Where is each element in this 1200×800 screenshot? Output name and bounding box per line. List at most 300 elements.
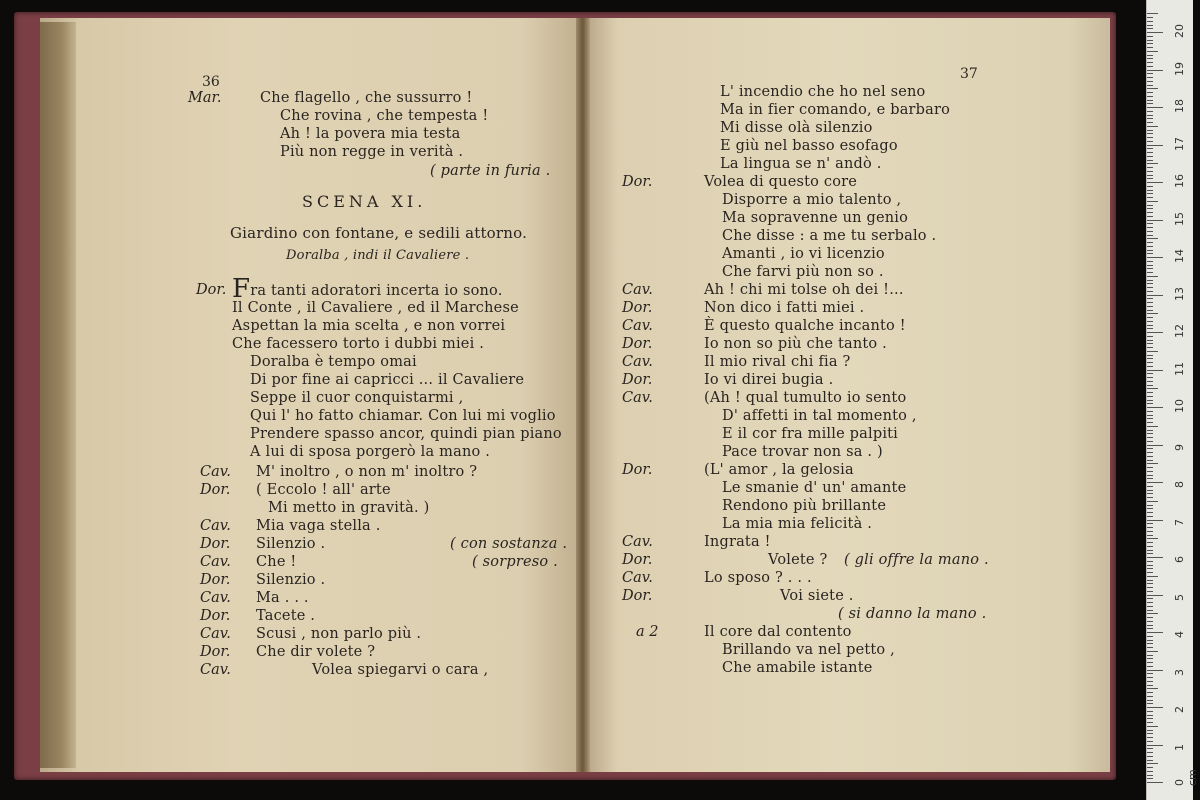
ruler-tick <box>1147 107 1163 108</box>
ruler-tick <box>1147 208 1153 209</box>
dialogue-line: Ma in fier comando, e barbaro <box>720 102 951 118</box>
ruler-tick <box>1147 756 1153 757</box>
speaker-label: a 2 <box>636 624 659 640</box>
ruler-tick <box>1147 21 1153 22</box>
ruler-tick <box>1147 171 1153 172</box>
ruler-tick <box>1147 700 1153 701</box>
book-spine <box>576 18 590 772</box>
ruler-label: 8 <box>1173 481 1186 488</box>
ruler-tick <box>1147 51 1158 52</box>
ruler-tick <box>1147 501 1158 502</box>
speaker-label: Dor. <box>200 572 231 588</box>
ruler-tick <box>1147 685 1153 686</box>
ruler-tick <box>1147 415 1153 416</box>
ruler-tick <box>1147 156 1153 157</box>
ruler-label: 1 <box>1173 743 1186 751</box>
ruler-tick <box>1147 617 1153 618</box>
dialogue-line: Il core dal contento <box>704 624 852 640</box>
ruler-tick <box>1147 167 1153 168</box>
ruler-tick <box>1147 400 1153 401</box>
ruler-tick <box>1147 152 1153 153</box>
ruler-tick <box>1147 381 1153 382</box>
verse-line: Doralba è tempo omai <box>250 354 417 370</box>
ruler-tick <box>1147 130 1153 131</box>
ruler-tick <box>1147 280 1153 281</box>
ruler-label: 17 <box>1173 136 1186 151</box>
dialogue-line: Che amabile istante <box>722 660 873 676</box>
ruler-tick <box>1147 703 1153 704</box>
ruler-tick <box>1147 373 1153 374</box>
ruler-tick <box>1147 201 1158 202</box>
dialogue-line: Io vi direi bugia . <box>704 372 834 388</box>
dialogue-line: Brillando va nel petto , <box>722 642 895 658</box>
ruler-tick <box>1147 621 1153 622</box>
ruler-tick <box>1147 122 1153 123</box>
dialogue-line: Ah ! chi mi tolse oh dei !... <box>704 282 904 298</box>
ruler-tick <box>1147 606 1153 607</box>
ruler-label: 5 <box>1173 593 1186 601</box>
ruler-tick <box>1147 100 1153 101</box>
ruler-tick <box>1147 478 1153 479</box>
ruler-tick <box>1147 576 1158 577</box>
ruler-tick <box>1147 377 1153 378</box>
ruler-tick <box>1147 550 1153 551</box>
dialogue-line: Volete ? <box>768 552 828 568</box>
dialogue-line: Ma . . . <box>256 590 309 606</box>
ruler-tick <box>1147 272 1153 273</box>
dialogue-line: M' inoltro , o non m' inoltro ? <box>256 464 478 480</box>
ruler-tick <box>1147 568 1153 569</box>
ruler-tick <box>1147 182 1163 183</box>
ruler-tick <box>1147 508 1153 509</box>
ruler-label: 3 <box>1173 668 1186 676</box>
ruler-tick <box>1147 336 1153 337</box>
ruler-tick <box>1147 745 1163 746</box>
ruler-tick <box>1147 385 1153 386</box>
ruler-tick <box>1147 670 1163 671</box>
ruler-tick <box>1147 403 1153 404</box>
speaker-label: Dor. <box>622 588 653 604</box>
ruler-tick <box>1147 647 1153 648</box>
speaker-label: Dor. <box>622 300 653 316</box>
ruler-tick <box>1147 497 1153 498</box>
dialogue-line: Che disse : a me tu serbalo . <box>722 228 937 244</box>
ruler-tick <box>1147 520 1163 521</box>
left-page <box>40 18 582 772</box>
ruler-tick <box>1147 295 1163 296</box>
speaker-label: Cav. <box>200 464 231 480</box>
dialogue-line: D' affetti in tal momento , <box>722 408 917 424</box>
ruler-tick <box>1147 598 1153 599</box>
page-number-left: 36 <box>202 74 220 90</box>
ruler-tick <box>1147 392 1153 393</box>
dialogue-line: Amanti , io vi licenzio <box>722 246 885 262</box>
ruler-label: 6 <box>1173 556 1186 563</box>
ruler-tick <box>1147 538 1158 539</box>
speaker-mar: Mar. <box>188 90 222 106</box>
page-number-right: 37 <box>960 66 978 82</box>
ruler-tick <box>1147 220 1163 221</box>
ruler-tick <box>1147 516 1153 517</box>
ruler-tick <box>1147 752 1153 753</box>
ruler-tick <box>1147 426 1158 427</box>
verse-line: Che rovina , che tempesta ! <box>280 108 489 124</box>
ruler-tick <box>1147 482 1163 483</box>
ruler-tick <box>1147 741 1153 742</box>
ruler-tick <box>1147 655 1153 656</box>
ruler-tick <box>1147 658 1153 659</box>
stage-direction: ( gli offre la mano . <box>844 552 989 568</box>
ruler-tick <box>1147 688 1158 689</box>
ruler-tick <box>1147 456 1153 457</box>
speaker-label: Cav. <box>200 662 231 678</box>
ruler-tick <box>1147 407 1163 408</box>
ruler-label: 18 <box>1173 99 1186 113</box>
ruler-tick <box>1147 317 1153 318</box>
dialogue-line: E giù nel basso esofago <box>720 138 898 154</box>
ruler-label: 20 <box>1173 24 1186 38</box>
ruler-tick <box>1147 775 1153 776</box>
ruler-tick <box>1147 460 1153 461</box>
ruler-tick <box>1147 583 1153 584</box>
speaker-label: Cav. <box>200 518 231 534</box>
speaker-label: Cav. <box>200 626 231 642</box>
ruler-tick <box>1147 542 1153 543</box>
ruler-tick <box>1147 205 1153 206</box>
ruler-label: 2 <box>1173 706 1186 713</box>
dialogue-line: Mi metto in gravità. ) <box>268 500 430 516</box>
dialogue-line: ( Eccolo ! all' arte <box>256 482 391 498</box>
ruler-tick <box>1147 595 1163 596</box>
ruler-label: 9 <box>1173 443 1186 451</box>
ruler-tick <box>1147 40 1153 41</box>
ruler-tick <box>1147 115 1153 116</box>
stage-direction: ( sorpreso . <box>472 554 558 570</box>
ruler-tick <box>1147 666 1153 667</box>
dialogue-line: E il cor fra mille palpiti <box>722 426 899 442</box>
ruler-tick <box>1147 433 1153 434</box>
ruler-label: 10 <box>1173 399 1186 413</box>
ruler-tick <box>1147 471 1153 472</box>
ruler-tick <box>1147 47 1153 48</box>
ruler-label: 11 <box>1173 361 1186 376</box>
stage-direction: ( parte in furia . <box>430 163 551 179</box>
ruler-tick <box>1147 55 1153 56</box>
ruler-tick <box>1147 463 1158 464</box>
ruler-tick <box>1147 527 1153 528</box>
ruler-tick <box>1147 291 1153 292</box>
dialogue-line: Rendono più brillante <box>722 498 887 514</box>
ruler-tick <box>1147 133 1153 134</box>
ruler-tick <box>1147 452 1153 453</box>
ruler-tick <box>1147 778 1153 779</box>
dialogue-line: Che ! <box>256 554 297 570</box>
measuring-ruler <box>1146 0 1199 800</box>
verse-line: Che flagello , che sussurro ! <box>260 90 473 106</box>
ruler-tick <box>1147 580 1153 581</box>
dialogue-line: Volea spiegarvi o cara , <box>312 662 489 678</box>
ruler-tick <box>1147 411 1153 412</box>
speaker-label: Cav. <box>200 590 231 606</box>
ruler-tick <box>1147 553 1153 554</box>
ruler-tick <box>1147 430 1153 431</box>
ruler-tick <box>1147 718 1153 719</box>
dialogue-line: Ma sopravenne un genio <box>722 210 909 226</box>
ruler-tick <box>1147 737 1153 738</box>
ruler-tick <box>1147 565 1153 566</box>
ruler-tick <box>1147 197 1153 198</box>
ruler-tick <box>1147 651 1158 652</box>
ruler-tick <box>1147 636 1153 637</box>
ruler-tick <box>1147 328 1153 329</box>
ruler-tick <box>1147 587 1153 588</box>
ruler-tick <box>1147 531 1153 532</box>
dialogue-line: Ingrata ! <box>704 534 771 550</box>
ruler-tick <box>1147 388 1158 389</box>
scene-setting: Giardino con fontane, e sedili attorno. <box>230 224 528 242</box>
ruler-tick <box>1147 490 1153 491</box>
verse-line: Il Conte , il Cavaliere , ed il Marchese <box>232 300 519 316</box>
ruler-tick <box>1147 355 1153 356</box>
verse-line: Prendere spasso ancor, quindi pian piano <box>250 426 562 442</box>
ruler-tick <box>1147 193 1153 194</box>
ruler-tick <box>1147 546 1153 547</box>
ruler-tick <box>1147 283 1153 284</box>
verse-line-first <box>232 274 503 304</box>
verse-line: Aspettan la mia scelta , e non vorrei <box>232 318 506 334</box>
speaker-label: Dor. <box>200 644 231 660</box>
ruler-tick <box>1147 81 1153 82</box>
ruler-tick <box>1147 235 1153 236</box>
ruler-tick <box>1147 302 1153 303</box>
ruler-tick <box>1147 126 1158 127</box>
ruler-tick <box>1147 43 1153 44</box>
ruler-label: 15 <box>1173 211 1186 226</box>
ruler-tick <box>1147 253 1153 254</box>
ruler-tick <box>1147 66 1153 67</box>
dialogue-line: Mi disse olà silenzio <box>720 120 873 136</box>
ruler-tick <box>1147 437 1153 438</box>
verse-line: A lui di sposa porgerò la mano . <box>250 444 491 460</box>
ruler-tick <box>1147 25 1153 26</box>
ruler-tick <box>1147 493 1153 494</box>
speaker-label: Dor. <box>622 462 653 478</box>
ruler-tick <box>1147 475 1153 476</box>
speaker-dor: Dor. <box>196 282 227 298</box>
ruler-tick <box>1147 231 1153 232</box>
dialogue-line: Che dir volete ? <box>256 644 376 660</box>
ruler-tick <box>1147 673 1153 674</box>
ruler-tick <box>1147 632 1163 633</box>
speaker-label: Dor. <box>622 372 653 388</box>
ruler-tick <box>1147 85 1153 86</box>
speaker-label: Cav. <box>622 390 653 406</box>
ruler-tick <box>1147 268 1153 269</box>
ruler-tick <box>1147 726 1158 727</box>
ruler-tick <box>1147 340 1153 341</box>
ruler-label: 0 cm <box>1173 769 1199 786</box>
ruler-tick <box>1147 591 1153 592</box>
ruler-tick <box>1147 160 1153 161</box>
stage-direction: ( con sostanza . <box>450 536 568 552</box>
speaker-label: Dor. <box>200 482 231 498</box>
ruler-tick <box>1147 358 1153 359</box>
ruler-label: 19 <box>1173 61 1186 76</box>
ruler-tick <box>1147 733 1153 734</box>
ruler-tick <box>1147 88 1158 89</box>
ruler-tick <box>1147 692 1153 693</box>
ruler-tick <box>1147 730 1153 731</box>
dialogue-line: Tacete . <box>256 608 316 624</box>
page-edge <box>40 22 76 768</box>
ruler-tick <box>1147 58 1153 59</box>
ruler-tick <box>1147 238 1158 239</box>
dialogue-line: La mia mia felicità . <box>722 516 873 532</box>
ruler-tick <box>1147 257 1163 258</box>
dialogue-line: È questo qualche incanto ! <box>704 318 906 334</box>
ruler-tick <box>1147 602 1153 603</box>
ruler-tick <box>1147 186 1153 187</box>
ruler-tick <box>1147 227 1153 228</box>
verse-line: Seppe il cuor conquistarmi , <box>250 390 464 406</box>
ruler-tick <box>1147 13 1158 14</box>
dialogue-line: Che farvi più non so . <box>722 264 884 280</box>
ruler-tick <box>1147 643 1153 644</box>
ruler-tick <box>1147 351 1158 352</box>
ruler-tick <box>1147 118 1153 119</box>
ruler-tick <box>1147 298 1153 299</box>
speaker-label: Cav. <box>622 570 653 586</box>
ruler-tick <box>1147 96 1153 97</box>
ruler-tick <box>1147 366 1153 367</box>
ruler-tick <box>1147 572 1153 573</box>
ruler-tick <box>1147 561 1153 562</box>
ruler-tick <box>1147 505 1153 506</box>
ruler-tick <box>1147 103 1153 104</box>
verse-line: Ah ! la povera mia testa <box>280 126 461 142</box>
ruler-tick <box>1147 711 1153 712</box>
speaker-label: Dor. <box>622 336 653 352</box>
ruler-tick <box>1147 722 1153 723</box>
ruler-tick <box>1147 111 1153 112</box>
ruler-tick <box>1147 242 1153 243</box>
ruler-tick <box>1147 148 1153 149</box>
dialogue-line: Scusi , non parlo più . <box>256 626 422 642</box>
ruler-tick <box>1147 276 1158 277</box>
dialogue-line: Disporre a mio talento , <box>722 192 902 208</box>
ruler-tick <box>1147 190 1153 191</box>
speaker-label: Cav. <box>622 534 653 550</box>
dialogue-line: Lo sposo ? . . . <box>704 570 812 586</box>
scene-title: SCENA XI. <box>302 192 427 211</box>
ruler-tick <box>1147 362 1153 363</box>
ruler-label: 4 <box>1173 631 1186 638</box>
ruler-tick <box>1147 767 1153 768</box>
speaker-label: Cav. <box>200 554 231 570</box>
ruler-tick <box>1147 313 1158 314</box>
ruler-tick <box>1147 677 1153 678</box>
ruler-tick <box>1147 448 1153 449</box>
ruler-tick <box>1147 246 1153 247</box>
ruler-label: 16 <box>1173 174 1186 188</box>
ruler-label: 14 <box>1173 249 1186 263</box>
ruler-tick <box>1147 137 1153 138</box>
speaker-label: Dor. <box>200 608 231 624</box>
first-line-rest: ra tanti adoratori incerta io sono. <box>250 283 503 299</box>
ruler-tick <box>1147 216 1153 217</box>
ruler-label: 13 <box>1173 286 1186 301</box>
scene-characters: Doralba , indi il Cavaliere . <box>286 248 470 263</box>
dialogue-line: Silenzio . <box>256 572 326 588</box>
dialogue-line: L' incendio che ho nel seno <box>720 84 926 100</box>
ruler-tick <box>1147 62 1153 63</box>
ruler-tick <box>1147 396 1153 397</box>
ruler-tick <box>1147 610 1153 611</box>
ruler-tick <box>1147 557 1163 558</box>
dialogue-line: Mia vaga stella . <box>256 518 381 534</box>
ruler-tick <box>1147 77 1153 78</box>
ruler-tick <box>1147 73 1153 74</box>
ruler-tick <box>1147 625 1153 626</box>
ruler-tick <box>1147 306 1153 307</box>
ruler-tick <box>1147 175 1153 176</box>
ruler-tick <box>1147 32 1163 33</box>
ruler-tick <box>1147 707 1163 708</box>
ruler-tick <box>1147 512 1153 513</box>
dialogue-line: Le smanie d' un' amante <box>722 480 907 496</box>
ruler-tick <box>1147 92 1153 93</box>
dialogue-line: Silenzio . <box>256 536 326 552</box>
speaker-label: Cav. <box>622 318 653 334</box>
ruler-tick <box>1147 422 1153 423</box>
ruler-label: 12 <box>1173 324 1186 338</box>
initial-letter: F <box>232 274 251 304</box>
dialogue-line: Voi siete . <box>780 588 854 604</box>
verse-line: Che facessero torto i dubbi miei . <box>232 336 485 352</box>
dialogue-line: La lingua se n' andò . <box>720 156 882 172</box>
ruler-tick <box>1147 681 1153 682</box>
ruler-tick <box>1147 535 1153 536</box>
ruler-tick <box>1147 418 1153 419</box>
dialogue-line: Volea di questo core <box>704 174 858 190</box>
dialogue-line: Il mio rival chi fia ? <box>704 354 851 370</box>
ruler-tick <box>1147 760 1153 761</box>
ruler-tick <box>1147 696 1153 697</box>
ruler-tick <box>1147 163 1158 164</box>
ruler-tick <box>1147 715 1153 716</box>
ruler-tick <box>1147 628 1153 629</box>
ruler-tick <box>1147 441 1153 442</box>
ruler-tick <box>1147 28 1153 29</box>
ruler-tick <box>1147 445 1163 446</box>
ruler-label: 7 <box>1173 518 1186 526</box>
ruler-tick <box>1147 640 1153 641</box>
ruler-tick <box>1147 748 1153 749</box>
ruler-tick <box>1147 332 1163 333</box>
stage-direction: ( si danno la mano . <box>838 606 987 622</box>
dialogue-line: Io non so più che tanto . <box>704 336 887 352</box>
ruler-tick <box>1147 17 1153 18</box>
ruler-tick <box>1147 467 1153 468</box>
ruler-tick <box>1147 662 1153 663</box>
speaker-label: Cav. <box>622 354 653 370</box>
speaker-label: Dor. <box>622 174 653 190</box>
verse-line: Qui l' ho fatto chiamar. Con lui mi voglio <box>250 408 556 424</box>
ruler-tick <box>1147 771 1153 772</box>
ruler-tick <box>1147 310 1153 311</box>
ruler-tick <box>1147 523 1153 524</box>
ruler-tick <box>1147 250 1153 251</box>
